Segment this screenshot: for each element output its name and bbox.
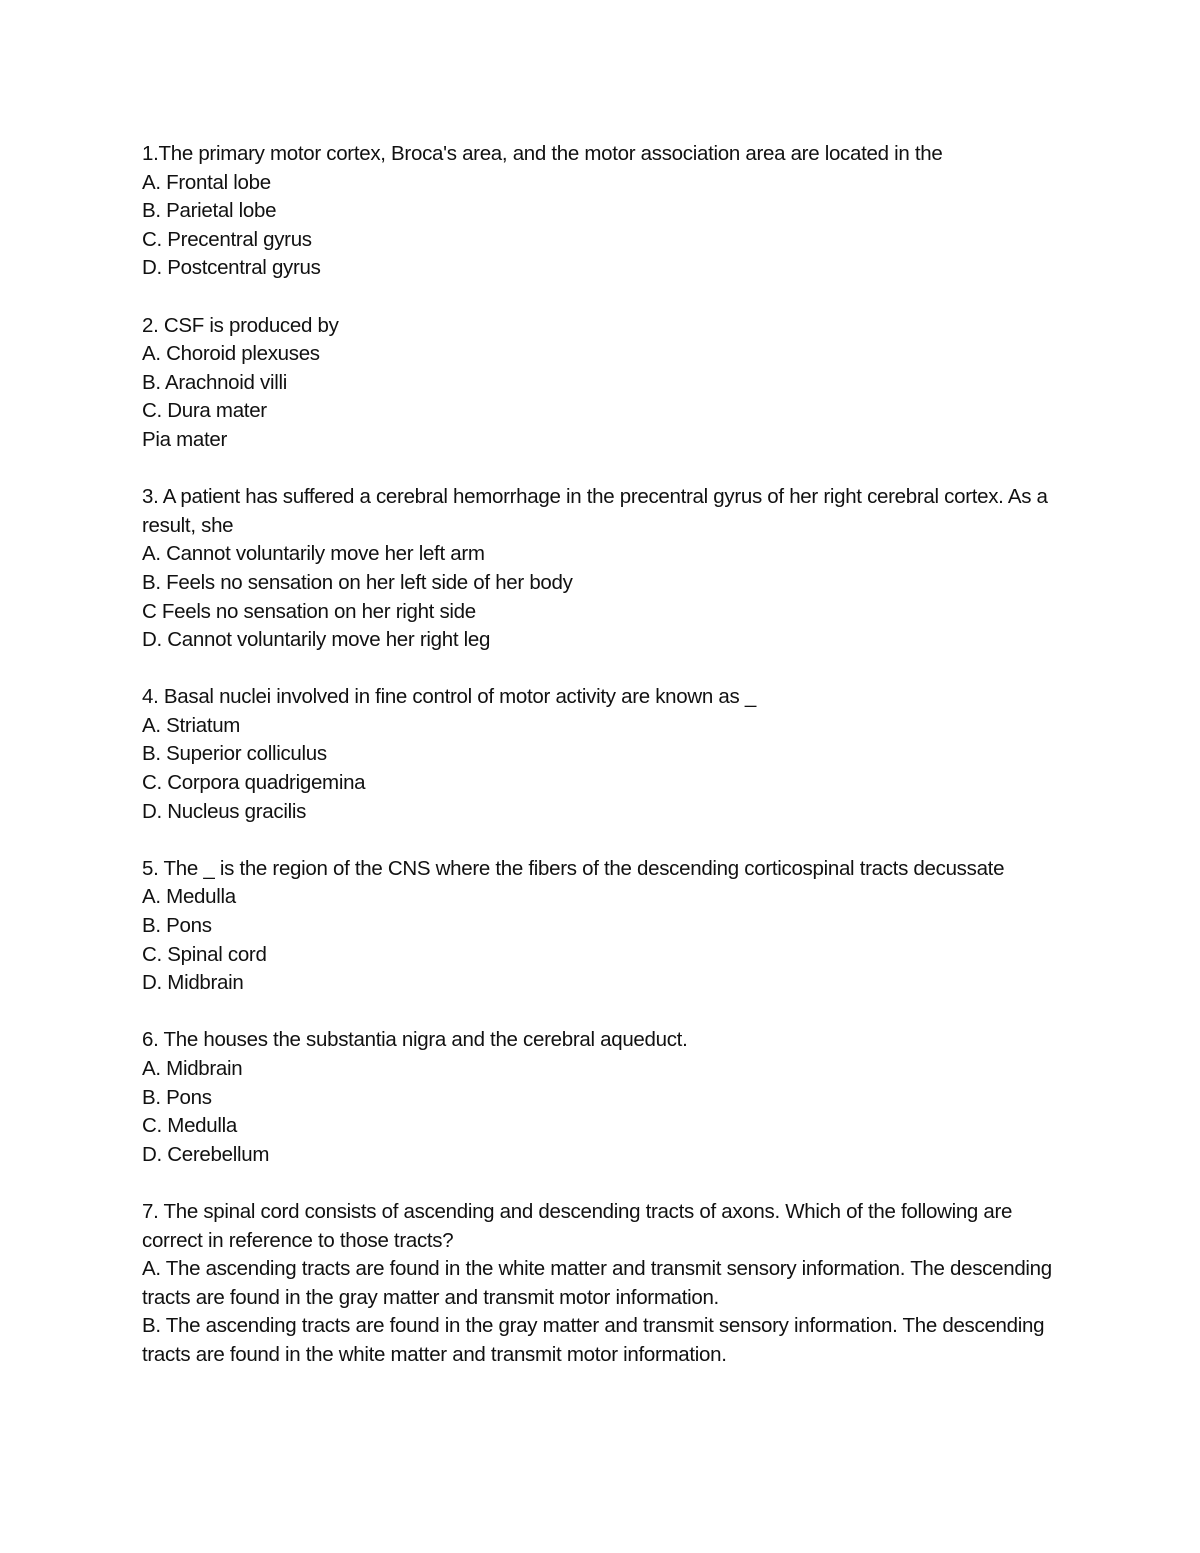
answer-option: C. Dura mater bbox=[142, 399, 267, 423]
question-4 bbox=[142, 683, 1072, 826]
answer-option: C. Spinal cord bbox=[142, 942, 267, 966]
answer-option: B. Superior colliculus bbox=[142, 742, 327, 766]
answer-option: B. Arachnoid villi bbox=[142, 370, 288, 394]
answer-option: C. Precentral gyrus bbox=[142, 227, 312, 251]
answer-option: B. Parietal lobe bbox=[142, 199, 277, 223]
answer-option: Pia mater bbox=[142, 427, 228, 451]
answer-option: D. Midbrain bbox=[142, 971, 244, 995]
answer-option: D. Cerebellum bbox=[142, 1142, 270, 1166]
question-stem: 3. A patient has suffered a cerebral hemorrhage in the precentral gyrus of her right cerebral cortex. As a result, she bbox=[142, 485, 1054, 537]
answer-option: D. Nucleus gracilis bbox=[142, 799, 307, 823]
answer-option: D. Cannot voluntarily move her right leg bbox=[142, 628, 491, 652]
answer-option: A. The ascending tracts are found in the white matter and transmit sensory information. The descending tracts are found in the gray matter and transmit motor information. bbox=[142, 1257, 1058, 1309]
answer-option: A. Medulla bbox=[142, 885, 236, 909]
question-stem: 6. The houses the substantia nigra and the cerebral aqueduct. bbox=[142, 1028, 688, 1052]
question-1 bbox=[142, 140, 1072, 283]
answer-option: B. Pons bbox=[142, 914, 212, 938]
question-stem: 2. CSF is produced by bbox=[142, 313, 339, 337]
answer-option: A. Cannot voluntarily move her left arm bbox=[142, 542, 485, 566]
answer-option: A. Frontal lobe bbox=[142, 170, 271, 194]
question-stem: 7. The spinal cord consists of ascending and descending tracts of axons. Which of the following are correct in reference to those tracts? bbox=[142, 1199, 1018, 1252]
question-6 bbox=[142, 1026, 1072, 1169]
answer-option: C. Medulla bbox=[142, 1114, 237, 1138]
answer-option: D. Postcentral gyrus bbox=[142, 256, 321, 280]
question-stem: 5. The _ is the region of the CNS where the fibers of the descending corticospinal tracts decussate bbox=[142, 856, 1005, 880]
question-list bbox=[142, 140, 1072, 1398]
answer-option: C Feels no sensation on her right side bbox=[142, 599, 476, 623]
question-5 bbox=[142, 855, 1072, 998]
question-2 bbox=[142, 312, 1072, 455]
answer-option: B. Pons bbox=[142, 1085, 212, 1109]
answer-option: B. Feels no sensation on her left side of her body bbox=[142, 570, 573, 594]
question-3 bbox=[142, 483, 1072, 655]
answer-option: C. Corpora quadrigemina bbox=[142, 771, 366, 795]
answer-option: A. Striatum bbox=[142, 713, 241, 737]
question-stem: 4. Basal nuclei involved in fine control of motor activity are known as _ bbox=[142, 685, 756, 709]
answer-option: A. Choroid plexuses bbox=[142, 342, 320, 366]
answer-option: A. Midbrain bbox=[142, 1057, 243, 1080]
answer-option: B. The ascending tracts are found in the gray matter and transmit sensory information. The descending tracts are found in the white matter and transmit motor information. bbox=[142, 1314, 1050, 1366]
question-7 bbox=[142, 1198, 1072, 1370]
question-stem: 1.The primary motor cortex, Broca's area, and the motor association area are located in the bbox=[142, 142, 943, 165]
